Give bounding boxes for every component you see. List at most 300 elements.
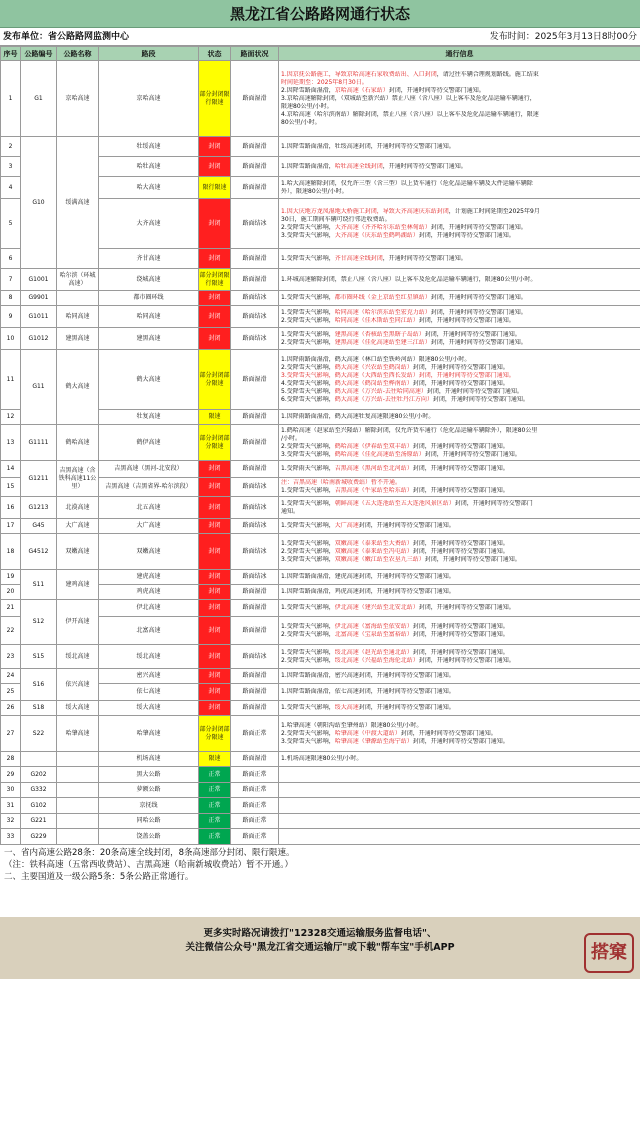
traffic-info <box>279 684 640 701</box>
road-condition: 路面正常 <box>231 716 279 752</box>
info-text: 1.受降雪天气影响， <box>281 522 335 529</box>
traffic-info <box>279 199 640 249</box>
road-code: S15 <box>21 645 57 669</box>
row-no: 12 <box>1 410 21 425</box>
info-line <box>281 500 638 508</box>
road-condition: 路面结冰 <box>231 478 279 497</box>
info-text: 1.因降雪路面湿滑，牡绥高速封闭，开通时间等待交警部门通知。 <box>281 142 455 150</box>
status-cell: 封闭 <box>199 600 231 617</box>
info-text: ，请过往车辆合理规划路线。施工结束 <box>436 70 539 78</box>
road-name: 吉黑高速（含铁科高速11公里） <box>57 461 99 497</box>
table-row <box>1 600 640 617</box>
row-no: 5 <box>1 199 21 249</box>
info-line <box>281 657 638 665</box>
road-segment: 伊北高速 <box>99 600 199 617</box>
bottom-line: 关注微信公众号"黑龙江省交通运输厅"或下载"帮车宝"手机APP <box>185 942 455 953</box>
road-name: 鹤大高速 <box>57 350 99 425</box>
road-condition: 路面正常 <box>231 829 279 845</box>
info-text: ，计划施工时间延期至2025年9月 <box>448 207 540 215</box>
road-condition: 路面正常 <box>231 814 279 829</box>
traffic-info <box>279 645 640 669</box>
row-no: 9 <box>1 306 21 328</box>
info-line <box>281 479 638 487</box>
road-name <box>57 829 99 845</box>
info-text: 封闭，开通时间等待交警部门通知。 <box>412 363 509 371</box>
road-condition: 路面湿滑 <box>231 585 279 600</box>
info-text: 1.因降雨路面湿滑，鹤大高速牡复高速限速80公里/小时。 <box>281 413 435 420</box>
road-condition: 路面正常 <box>231 798 279 814</box>
road-segment: 绕城高速 <box>99 269 199 291</box>
info-text: 伊北高速（富海站至依安站） <box>334 622 413 630</box>
road-segment: 哈大高速 <box>99 177 199 199</box>
road-name: 哈肇高速 <box>57 716 99 752</box>
traffic-info <box>279 478 640 497</box>
status-cell: 封闭 <box>199 669 231 684</box>
road-code: G9901 <box>21 291 57 306</box>
row-no: 29 <box>1 767 21 783</box>
info-line <box>281 573 638 581</box>
watermark-logo: 搭窠 <box>584 933 634 973</box>
info-line <box>281 435 638 443</box>
info-text: 6.受降雪天气影响， <box>281 395 335 403</box>
info-text: 大齐高速（庆东站至鹤鸣湖站） <box>334 231 419 239</box>
road-name: 哈尔滨（环城高速） <box>57 269 99 291</box>
info-text: 大齐高速（齐齐哈尔东站至林甸站） <box>334 223 431 231</box>
road-code: G221 <box>21 814 57 829</box>
table-row <box>1 291 640 306</box>
info-text: 1.因降雪路面湿滑， <box>281 162 335 170</box>
table-header-row <box>1 47 640 61</box>
table-row <box>1 461 640 478</box>
info-line <box>281 623 638 631</box>
road-condition: 路面结冰 <box>231 570 279 585</box>
road-condition: 路面湿滑 <box>231 61 279 137</box>
footer-line: 二、主要国道及一级公路5条：5条公路正常通行。 <box>4 872 194 882</box>
header-road: 路面状况 <box>231 47 279 61</box>
status-cell: 封闭 <box>199 478 231 497</box>
info-text: 封闭，开通时间等待交警部门通知。 <box>412 622 509 630</box>
table-row <box>1 328 640 350</box>
table-row <box>1 716 640 752</box>
info-text: 封闭，开通时间等待交警部门通知。 <box>418 316 515 324</box>
road-code <box>21 752 57 767</box>
traffic-info <box>279 716 640 752</box>
status-cell: 封闭 <box>199 157 231 177</box>
row-no: 2 <box>1 137 21 157</box>
status-cell: 封闭 <box>199 585 231 600</box>
road-segment: 大广高速 <box>99 519 199 534</box>
traffic-info <box>279 701 640 716</box>
table-row <box>1 814 640 829</box>
info-line <box>281 180 638 188</box>
row-no: 19 <box>1 570 21 585</box>
info-text: 1.因京抚公路施工，导致京哈高速石家收费站出、入口封闭 <box>281 70 437 78</box>
status-cell: 部分封闭部分限速 <box>199 716 231 752</box>
page-title: 黑龙江省公路路网通行状态 <box>0 0 640 28</box>
row-no: 18 <box>1 534 21 570</box>
road-condition: 路面湿滑 <box>231 701 279 716</box>
info-line <box>281 704 638 712</box>
road-name: 双嫩高速 <box>57 534 99 570</box>
traffic-info <box>279 137 640 157</box>
road-segment: 吉黑高速（吉黑省界-哈尔滨段） <box>99 478 199 497</box>
info-text: 双嫩高速（泰来站至大赉站） <box>334 539 413 547</box>
road-condition: 路面湿滑 <box>231 249 279 269</box>
road-name <box>57 814 99 829</box>
table-row <box>1 497 640 519</box>
info-text: 外），限速80公里/小时。 <box>281 187 348 195</box>
row-no: 4 <box>1 177 21 199</box>
info-text: 哈肇高速（中渡大道站） <box>334 729 401 737</box>
status-cell: 封闭 <box>199 701 231 716</box>
info-text: 建黑高速（杏核站至黑瞎子岛站） <box>334 330 425 338</box>
road-segment: 北富高速 <box>99 617 199 645</box>
info-line <box>281 649 638 657</box>
info-text: 4.受降雪天气影响， <box>281 379 335 387</box>
row-no: 13 <box>1 425 21 461</box>
road-condition: 路面结冰 <box>231 306 279 328</box>
info-text: 封闭，开通时间等待交警部门通知。 <box>412 547 509 555</box>
info-text: 封闭，开通时间等待交警部门通知。 <box>400 729 497 737</box>
info-line <box>281 672 638 680</box>
traffic-info <box>279 425 640 461</box>
info-text: 鹤大高速（兴农站至鹤岗站） <box>334 363 413 371</box>
info-text: 京哈高速（石家站） <box>334 86 389 94</box>
road-segment: 哈同高速 <box>99 306 199 328</box>
info-text: 1.受降雪天气影响， <box>281 604 335 611</box>
row-no: 24 <box>1 669 21 684</box>
road-segment: 牡复高速 <box>99 410 199 425</box>
road-condition: 路面湿滑 <box>231 157 279 177</box>
status-cell: 封闭 <box>199 497 231 519</box>
info-text: 5.受降雪天气影响， <box>281 387 335 395</box>
info-text: 1.受降雪天气影响， <box>281 704 335 711</box>
road-segment: 京哈高速 <box>99 61 199 137</box>
traffic-info <box>279 814 640 829</box>
info-text: 1.因降雨路面湿滑，鹤大高速（林口站至铁岭河站）限速80公里/小时。 <box>281 355 471 363</box>
traffic-info <box>279 519 640 534</box>
road-segment: 鹤大高速 <box>99 350 199 410</box>
road-condition: 路面正常 <box>231 783 279 798</box>
road-segment: 都市圈环线 <box>99 291 199 306</box>
table-row <box>1 645 640 669</box>
status-cell: 部分封闭限行限速 <box>199 61 231 137</box>
info-text: 注：吉黑高速（哈南新城收费站）暂不开通。 <box>281 479 402 486</box>
traffic-info <box>279 783 640 798</box>
info-text: 2.因降雪路面湿滑， <box>281 86 335 94</box>
info-text: 1.受降雪天气影响， <box>281 487 335 494</box>
road-segment: 牡绥高速 <box>99 137 199 157</box>
info-line <box>281 294 638 302</box>
row-no: 28 <box>1 752 21 767</box>
table-row <box>1 767 640 783</box>
publish-bar <box>0 28 640 46</box>
road-code: S11 <box>21 570 57 600</box>
info-text: 2.受降雪天气影响， <box>281 363 335 371</box>
info-line <box>281 163 638 171</box>
status-cell: 正常 <box>199 767 231 783</box>
header-segment: 路段 <box>99 47 199 61</box>
road-name <box>57 752 99 767</box>
road-segment: 绥大高速 <box>99 701 199 716</box>
info-text: 吉黑高速（牛家站至哈东站） <box>334 487 413 494</box>
info-text: 80公里/小时。 <box>281 118 321 126</box>
row-no: 3 <box>1 157 21 177</box>
footer-line: （注：铁科高速（五常西收费站）、吉黑高速（哈南新城收费站）暂不开通。） <box>4 860 294 870</box>
road-segment: 机场高速 <box>99 752 199 767</box>
table-row <box>1 269 640 291</box>
traffic-table <box>0 46 640 845</box>
info-text: 哈同高速（佳木斯站至同江站） <box>334 316 419 324</box>
info-text: 1.受降雪天气影响， <box>281 254 335 262</box>
traffic-info <box>279 249 640 269</box>
row-no: 1 <box>1 61 21 137</box>
info-line <box>281 540 638 548</box>
info-text: 鹤大高速（万兴站-去往牡丹江方向） <box>334 395 433 403</box>
road-segment: 密兴高速 <box>99 669 199 684</box>
info-text: 1.因降雪路面湿滑，密兴高速封闭，开通时间等待交警部门通知。 <box>281 672 455 679</box>
info-line <box>281 208 638 216</box>
header-status: 状态 <box>199 47 231 61</box>
info-line <box>281 722 638 730</box>
info-line <box>281 87 638 95</box>
traffic-info <box>279 61 640 137</box>
traffic-info <box>279 177 640 199</box>
info-text: 封闭，开通时间等待交警部门通知。 <box>412 737 509 745</box>
road-segment: 京抚线 <box>99 798 199 814</box>
row-no: 33 <box>1 829 21 845</box>
info-text: 1.受降雪天气影响， <box>281 330 335 338</box>
info-line <box>281 95 638 103</box>
info-text: 吉黑高速（黑河站至北河站） <box>334 465 413 472</box>
info-text: 1.因降雪路面湿滑，依七高速封闭，开通时间等待交警部门通知。 <box>281 688 455 695</box>
table-row <box>1 701 640 716</box>
road-condition: 路面结冰 <box>231 291 279 306</box>
table-row <box>1 61 640 137</box>
info-text: 大广高速 <box>334 522 359 529</box>
road-name: 北漠高速 <box>57 497 99 519</box>
road-name <box>57 767 99 783</box>
info-line <box>281 309 638 317</box>
info-text: 1.受降雨天气影响， <box>281 465 335 472</box>
road-code: G1111 <box>21 425 57 461</box>
road-condition: 路面湿滑 <box>231 137 279 157</box>
row-no: 10 <box>1 328 21 350</box>
publisher: 发布单位：省公路路网监测中心 <box>3 32 130 42</box>
road-segment: 黑大公路 <box>99 767 199 783</box>
traffic-info <box>279 829 640 845</box>
info-text: 建黑高速（佳化高速站至建三江站） <box>334 338 431 346</box>
info-text: 1.受降雪天气影响， <box>281 499 335 507</box>
info-text: 1.哈肇高速（朝阳沟站至肇州站）限速80公里/小时。 <box>281 721 423 729</box>
info-line <box>281 522 638 530</box>
road-name: 绥北高速 <box>57 645 99 669</box>
row-no: 16 <box>1 497 21 519</box>
road-name: 伊开高速 <box>57 600 99 645</box>
info-text: 限速80公里/小时。 <box>281 102 333 110</box>
row-no: 21 <box>1 600 21 617</box>
info-text: 封闭，开通时间等待交警部门通知。 <box>424 450 521 458</box>
road-condition: 路面湿滑 <box>231 752 279 767</box>
publish-time-value: 2025年3月13日8时00分 <box>534 32 637 42</box>
info-text: 封闭，开通时间等待交警部门通知。 <box>424 555 521 563</box>
road-name: 鹤哈高速 <box>57 425 99 461</box>
info-text: 3.受降雪天气影响， <box>281 555 335 563</box>
info-line <box>281 738 638 746</box>
info-text: 封闭，开通时间等待交警部门通知。 <box>426 387 523 395</box>
info-text: 1.受降雪天气影响， <box>281 308 335 316</box>
road-name: 绥大高速 <box>57 701 99 716</box>
row-no: 17 <box>1 519 21 534</box>
info-line <box>281 427 638 435</box>
traffic-info <box>279 306 640 328</box>
info-text: 2.受降雪天气影响， <box>281 442 335 450</box>
publish-time <box>490 28 637 45</box>
info-text: 30日，施工期间车辆可绕行邻近收费站。 <box>281 215 391 223</box>
road-code: G1211 <box>21 461 57 497</box>
table-row <box>1 798 640 814</box>
info-line <box>281 688 638 696</box>
info-text: 4.京哈高速（哈尔滨南站）解除封闭，禁止八座（含八座）以上客车及危化品运输车辆通行，限速 <box>281 110 539 118</box>
info-text: 封闭，开通时间等待交警部门通知。 <box>412 487 509 494</box>
status-cell: 封闭 <box>199 684 231 701</box>
road-code: S16 <box>21 669 57 701</box>
info-text: 鹤哈高速（佳化高速站至汤原站） <box>334 450 425 458</box>
road-condition: 路面湿滑 <box>231 410 279 425</box>
road-segment: 大齐高速 <box>99 199 199 249</box>
header-code: 公路编号 <box>21 47 57 61</box>
info-text: 哈肇高速（肇源站至海宁站） <box>334 737 413 745</box>
info-line <box>281 396 638 404</box>
info-line <box>281 255 638 263</box>
info-text: 鹤哈高速（伊春站至双丰站） <box>334 442 413 450</box>
info-line <box>281 317 638 325</box>
info-text: 北富高速（宝泉站至富裕站） <box>334 630 413 638</box>
traffic-info <box>279 752 640 767</box>
status-cell: 限速 <box>199 410 231 425</box>
info-line <box>281 388 638 396</box>
table-row <box>1 570 640 585</box>
row-no: 11 <box>1 350 21 410</box>
row-no: 22 <box>1 617 21 645</box>
table-row <box>1 669 640 684</box>
info-line <box>281 604 638 612</box>
info-text: 哈牡高速全线封闭 <box>334 162 383 170</box>
traffic-info <box>279 291 640 306</box>
footer-line: 一、省内高速公路28条：20条高速全线封闭，8条高速部分封闭、限行限速。 <box>4 848 295 858</box>
road-name: 建鸡高速 <box>57 570 99 600</box>
road-name: 大广高速 <box>57 519 99 534</box>
status-cell: 封闭 <box>199 534 231 570</box>
info-text: 2.受降雪天气影响， <box>281 630 335 638</box>
road-code: G102 <box>21 798 57 814</box>
row-no: 15 <box>1 478 21 497</box>
status-cell: 正常 <box>199 783 231 798</box>
info-line <box>281 556 638 564</box>
road-code: S18 <box>21 701 57 716</box>
road-name: 绥满高速 <box>57 137 99 269</box>
info-line <box>281 103 638 111</box>
info-line <box>281 339 638 347</box>
road-code: G229 <box>21 829 57 845</box>
status-cell: 部分封闭限行限速 <box>199 269 231 291</box>
footer-notes <box>0 845 640 917</box>
info-text: 鹤大高速（万兴站-去往哈同高速） <box>334 387 427 395</box>
road-name: 京哈高速 <box>57 61 99 137</box>
info-line <box>281 631 638 639</box>
info-text: 2.受降雪天气影响， <box>281 316 335 324</box>
info-text: 封闭，开通时间等待交警部门通知。 <box>424 330 521 338</box>
traffic-info <box>279 617 640 645</box>
table-row <box>1 425 640 461</box>
info-line <box>281 730 638 738</box>
row-no: 31 <box>1 798 21 814</box>
road-code: G1001 <box>21 269 57 291</box>
info-text: 1.哈大高速解除封闭，仅允许三型（含三型）以上货车通行（危化品运输车辆及大件运输车辆除 <box>281 179 533 187</box>
road-condition: 路面正常 <box>231 767 279 783</box>
info-line <box>281 143 638 151</box>
header-no: 序号 <box>1 47 21 61</box>
traffic-info <box>279 497 640 519</box>
info-text: 2.受降雪天气影响， <box>281 729 335 737</box>
road-segment: 齐甘高速 <box>99 249 199 269</box>
road-code: G332 <box>21 783 57 798</box>
road-code: G10 <box>21 137 57 269</box>
info-text: 封闭，开通时间等待交警部门通知。 <box>430 294 527 301</box>
road-condition: 路面结冰 <box>231 497 279 519</box>
info-line <box>281 79 638 87</box>
info-text: ，开通时间等待交警部门通知。 <box>382 162 467 170</box>
info-text: 封闭，开通时间等待交警部门通知。 <box>432 395 529 403</box>
road-code: G202 <box>21 767 57 783</box>
road-condition: 路面湿滑 <box>231 269 279 291</box>
info-line <box>281 465 638 473</box>
road-condition: 路面湿滑 <box>231 177 279 199</box>
info-text: 2.受降雪天气影响， <box>281 338 335 346</box>
road-segment: 鸡虎高速 <box>99 585 199 600</box>
info-line <box>281 487 638 495</box>
row-no: 32 <box>1 814 21 829</box>
info-text: 1.受降雪天气影响， <box>281 294 335 301</box>
road-code: G1012 <box>21 328 57 350</box>
row-no: 7 <box>1 269 21 291</box>
info-line <box>281 188 638 196</box>
road-condition: 路面湿滑 <box>231 350 279 410</box>
info-line <box>281 276 638 284</box>
info-line <box>281 380 638 388</box>
info-text: 双嫩高速（嫩江站至农垦九三站） <box>334 555 425 563</box>
info-line <box>281 548 638 556</box>
status-cell: 部分封闭部分限速 <box>199 350 231 410</box>
info-text: 2.受降雪天气影响， <box>281 223 335 231</box>
road-condition: 路面结冰 <box>231 645 279 669</box>
table-row <box>1 783 640 798</box>
status-cell: 正常 <box>199 829 231 845</box>
info-text: 绥北高速（赵光站至通北站） <box>334 648 413 656</box>
status-cell: 封闭 <box>199 137 231 157</box>
road-name: 哈同高速 <box>57 306 99 328</box>
road-segment: 建黑高速 <box>99 328 199 350</box>
info-text: 3.受降雪天气影响，鹤大高速（大西站至西长发站）封闭，开通时间等待交警部门通知。 <box>281 371 515 379</box>
status-cell: 正常 <box>199 814 231 829</box>
row-no: 8 <box>1 291 21 306</box>
info-text: 哈同高速（哈尔滨东站至宏克力站） <box>334 308 431 316</box>
road-segment: 吉黑高速（黑河-北安段） <box>99 461 199 478</box>
road-segment: 哈肇高速 <box>99 716 199 752</box>
info-text: 1.受降雪天气影响， <box>281 648 335 656</box>
info-text: 3.受降雪天气影响， <box>281 231 335 239</box>
road-condition: 路面结冰 <box>231 534 279 570</box>
